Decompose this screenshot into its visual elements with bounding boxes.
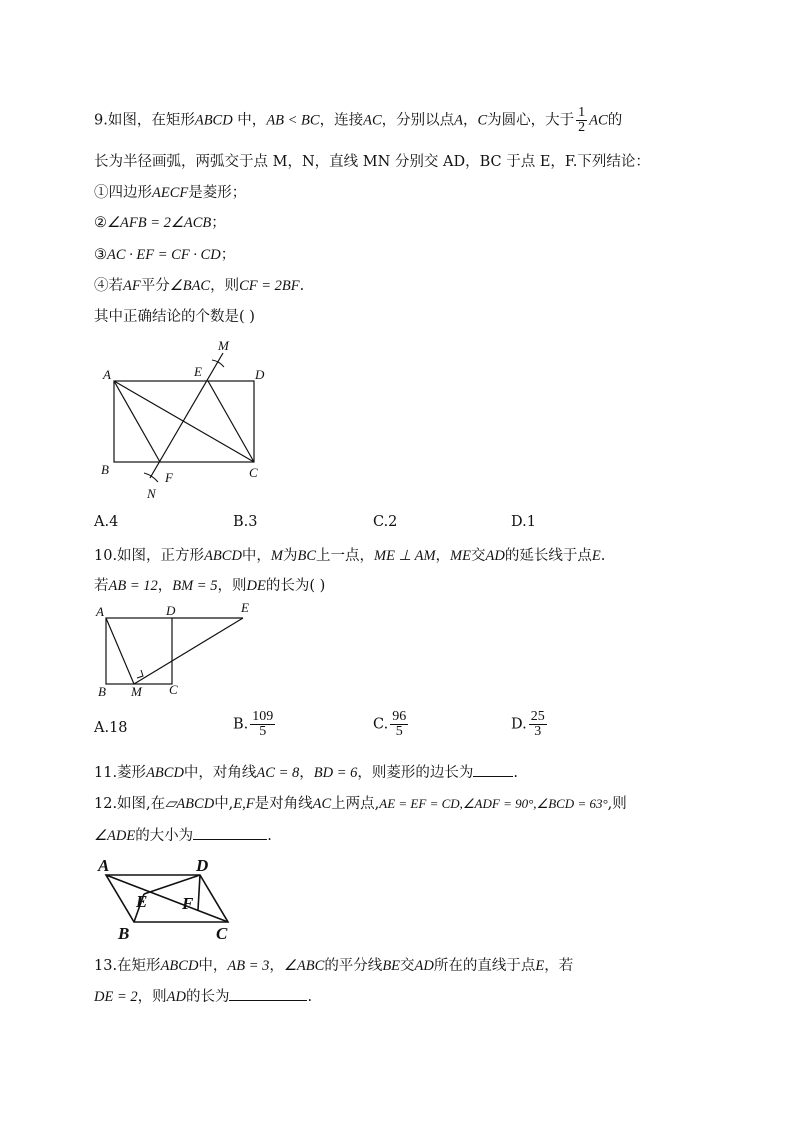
q9-question: 其中正确结论的个数是( ) bbox=[94, 309, 255, 325]
frac-num: 1 bbox=[578, 105, 586, 120]
q12-label-f: F bbox=[182, 894, 194, 913]
q9-label-n: N bbox=[147, 486, 156, 501]
text: ， bbox=[269, 958, 284, 974]
q9-text: ，连接 bbox=[319, 112, 364, 129]
q10-label-c: C bbox=[169, 682, 178, 697]
q12-figure bbox=[96, 855, 246, 945]
q9-option-c[interactable]: C.2 bbox=[373, 514, 398, 530]
q9-text: ， bbox=[462, 112, 478, 129]
q10-label-b: B bbox=[98, 684, 106, 699]
math: M bbox=[270, 548, 284, 564]
q9-abcd: ABCD bbox=[194, 112, 233, 129]
math: AC bbox=[312, 796, 332, 812]
text: ，则 bbox=[137, 989, 167, 1005]
text: 12.如图,在 bbox=[94, 796, 166, 812]
text: ② bbox=[94, 215, 107, 231]
q12-label-b: B bbox=[118, 924, 130, 943]
q10-right-angle-mark bbox=[137, 670, 143, 678]
text: ,则 bbox=[607, 796, 627, 812]
text: ，则 bbox=[210, 278, 240, 294]
frac-den: 5 bbox=[395, 724, 403, 739]
q10-label-a: A bbox=[96, 604, 104, 619]
frac-den: 5 bbox=[259, 724, 267, 739]
text: 的长为( ) bbox=[265, 578, 326, 594]
math: ME bbox=[450, 548, 471, 564]
q11-line bbox=[94, 761, 518, 782]
text: 中， bbox=[241, 548, 271, 564]
text: 交 bbox=[400, 958, 415, 974]
q11-answer-blank[interactable] bbox=[473, 762, 513, 777]
text: 上两点, bbox=[331, 796, 380, 812]
math: AF bbox=[123, 278, 141, 294]
q9-line-2: 长为半径画弧，两弧交于点 M，N，直线 MN 分别交 AD，BC 于点 E，F.下列结论： bbox=[94, 154, 650, 170]
math: BM = 5 bbox=[172, 578, 218, 594]
math: E bbox=[535, 958, 545, 974]
q9-line-1 bbox=[94, 106, 622, 135]
q13-answer-blank[interactable] bbox=[229, 986, 307, 1001]
q9-label-c: C bbox=[249, 465, 258, 480]
math: E bbox=[591, 548, 601, 564]
frac-den: 2 bbox=[578, 120, 586, 135]
math: ABCD bbox=[146, 765, 184, 781]
text: 10.如图，正方形 bbox=[94, 548, 205, 564]
q12-segment-df bbox=[198, 875, 200, 910]
q12-label-a: A bbox=[98, 856, 110, 875]
frac-num: 25 bbox=[530, 709, 545, 724]
q9-option-a[interactable]: A.4 bbox=[94, 514, 119, 530]
math: BD = 6 bbox=[313, 765, 358, 781]
math: AB = 12 bbox=[108, 578, 158, 594]
math: E,F bbox=[233, 796, 255, 812]
text: 的长为 bbox=[185, 989, 230, 1005]
q12-label-e: E bbox=[136, 892, 148, 911]
text: 平分 bbox=[140, 278, 170, 294]
frac bbox=[250, 710, 275, 739]
text: 的大小为 bbox=[135, 828, 194, 844]
text: 中，对角线 bbox=[183, 765, 257, 781]
q9-ac: AC bbox=[363, 112, 382, 129]
math: ABCD bbox=[204, 548, 242, 564]
q9-text: 9.如图，在矩形 bbox=[94, 112, 195, 129]
q12-label-d: D bbox=[196, 856, 209, 875]
text: 为 bbox=[283, 548, 298, 564]
math: ABCD bbox=[160, 958, 199, 974]
text: 中， bbox=[198, 958, 228, 974]
text: . bbox=[267, 828, 272, 844]
text: 若 bbox=[94, 578, 109, 594]
text: 所在的直线于点 bbox=[433, 958, 536, 974]
q12-diagonal-ac bbox=[106, 875, 228, 922]
q9-label-d: D bbox=[255, 367, 265, 382]
math: AB = 3 bbox=[227, 958, 270, 974]
q9-point-a: A bbox=[454, 112, 463, 129]
q9-statement-4 bbox=[94, 274, 304, 295]
q10-label-d: D bbox=[166, 603, 176, 618]
text: ，则菱形的边长为 bbox=[357, 765, 474, 781]
frac-num: 109 bbox=[252, 709, 274, 724]
text: 交 bbox=[470, 548, 486, 564]
q10-line-1 bbox=[94, 544, 605, 565]
math: ▱ABCD bbox=[165, 796, 215, 812]
math: AE = EF = CD,∠ADF = 90°,∠BCD = 63° bbox=[379, 796, 608, 811]
label: B. bbox=[233, 716, 249, 733]
math: ∠ADE bbox=[94, 828, 136, 844]
q9-arc-n bbox=[144, 473, 158, 482]
math: AC · EF = CF · CD bbox=[107, 247, 221, 263]
q9-diagonal-ac bbox=[114, 381, 254, 462]
q10-option-c[interactable] bbox=[373, 710, 410, 739]
q9-point-c: C bbox=[477, 112, 488, 129]
q9-text: 为圆心，大于 bbox=[487, 112, 575, 129]
text: 是菱形； bbox=[188, 185, 247, 201]
text: ， bbox=[157, 578, 173, 594]
text: ， bbox=[299, 765, 314, 781]
math: CF = 2BF bbox=[239, 278, 300, 294]
q10-line-2 bbox=[94, 574, 325, 595]
text: 上一点， bbox=[316, 548, 375, 564]
q12-line-1 bbox=[94, 792, 627, 813]
label: C. bbox=[373, 716, 389, 733]
text: ； bbox=[220, 247, 236, 263]
text: 中, bbox=[214, 796, 234, 812]
math: AD bbox=[485, 548, 505, 564]
math: ∠AFB = 2∠ACB bbox=[107, 215, 212, 231]
q9-label-m: M bbox=[218, 338, 229, 353]
math: AD bbox=[414, 958, 434, 974]
math: ∠ABC bbox=[283, 958, 325, 974]
text: 11.菱形 bbox=[94, 765, 147, 781]
text: ， bbox=[435, 548, 451, 564]
text: 是对角线 bbox=[254, 796, 313, 812]
q9-text: 的 bbox=[607, 112, 623, 129]
q12-line-2 bbox=[94, 824, 272, 845]
q9-statement-2 bbox=[94, 211, 226, 232]
frac-num: 96 bbox=[392, 709, 407, 724]
math: ME ⊥ AM bbox=[374, 548, 436, 564]
frac-den: 3 bbox=[534, 724, 542, 739]
math: BE bbox=[382, 958, 401, 974]
math: BC bbox=[297, 548, 317, 564]
q9-label-f: F bbox=[165, 470, 173, 485]
text: . bbox=[600, 548, 606, 564]
q10-square bbox=[106, 618, 172, 684]
text: ； bbox=[211, 215, 226, 231]
q10-label-e: E bbox=[241, 600, 249, 615]
q10-option-d[interactable] bbox=[511, 710, 549, 739]
text: ①四边形 bbox=[94, 185, 152, 201]
label: D. bbox=[511, 716, 527, 733]
q13-line-2 bbox=[94, 985, 312, 1006]
text: ④若 bbox=[94, 278, 123, 294]
q9-label-a: A bbox=[103, 367, 111, 382]
math: DE bbox=[246, 578, 266, 594]
q9-text: 中， bbox=[232, 112, 267, 129]
q9-line-mn bbox=[150, 353, 223, 478]
q10-label-m: M bbox=[131, 684, 142, 699]
q10-figure bbox=[94, 600, 264, 700]
q9-statement-1 bbox=[94, 181, 246, 202]
text: . bbox=[299, 278, 305, 294]
q12-label-c: C bbox=[216, 924, 228, 943]
math: ∠BAC bbox=[169, 278, 211, 294]
frac bbox=[390, 710, 408, 739]
q9-option-d[interactable]: D.1 bbox=[511, 514, 536, 530]
text: 的延长线于点 bbox=[504, 548, 592, 564]
q9-option-b[interactable]: B.3 bbox=[233, 514, 258, 530]
q9-condition: AB < BC bbox=[266, 112, 320, 129]
q9-text: ，分别以点 bbox=[381, 112, 455, 129]
q10-segment-am bbox=[106, 618, 134, 684]
q9-statement-3 bbox=[94, 243, 235, 264]
math: AECF bbox=[152, 185, 189, 201]
q10-segment-me bbox=[134, 618, 243, 684]
frac bbox=[529, 710, 547, 739]
q12-segment-de bbox=[144, 875, 200, 894]
math: AD bbox=[166, 989, 186, 1005]
q9-fraction bbox=[576, 106, 587, 135]
q9-ac: AC bbox=[589, 112, 608, 129]
text: ，则 bbox=[217, 578, 247, 594]
text: ，若 bbox=[544, 958, 574, 974]
text: 13.在矩形 bbox=[94, 958, 161, 974]
q9-figure bbox=[98, 336, 268, 506]
math: AC = 8 bbox=[256, 765, 300, 781]
q9-label-b: B bbox=[101, 462, 109, 477]
text: 的平分线 bbox=[324, 958, 383, 974]
q13-line-1 bbox=[94, 954, 573, 975]
q9-segment-ec bbox=[208, 381, 254, 462]
text: . bbox=[307, 989, 313, 1005]
math: DE = 2 bbox=[94, 989, 138, 1005]
q12-answer-blank[interactable] bbox=[193, 825, 267, 840]
q9-segment-af bbox=[114, 381, 160, 462]
q9-label-e: E bbox=[194, 364, 202, 379]
q10-option-a[interactable]: A.18 bbox=[94, 720, 128, 736]
text: . bbox=[513, 765, 518, 781]
q10-option-b[interactable] bbox=[233, 710, 277, 739]
text: ③ bbox=[94, 247, 107, 263]
